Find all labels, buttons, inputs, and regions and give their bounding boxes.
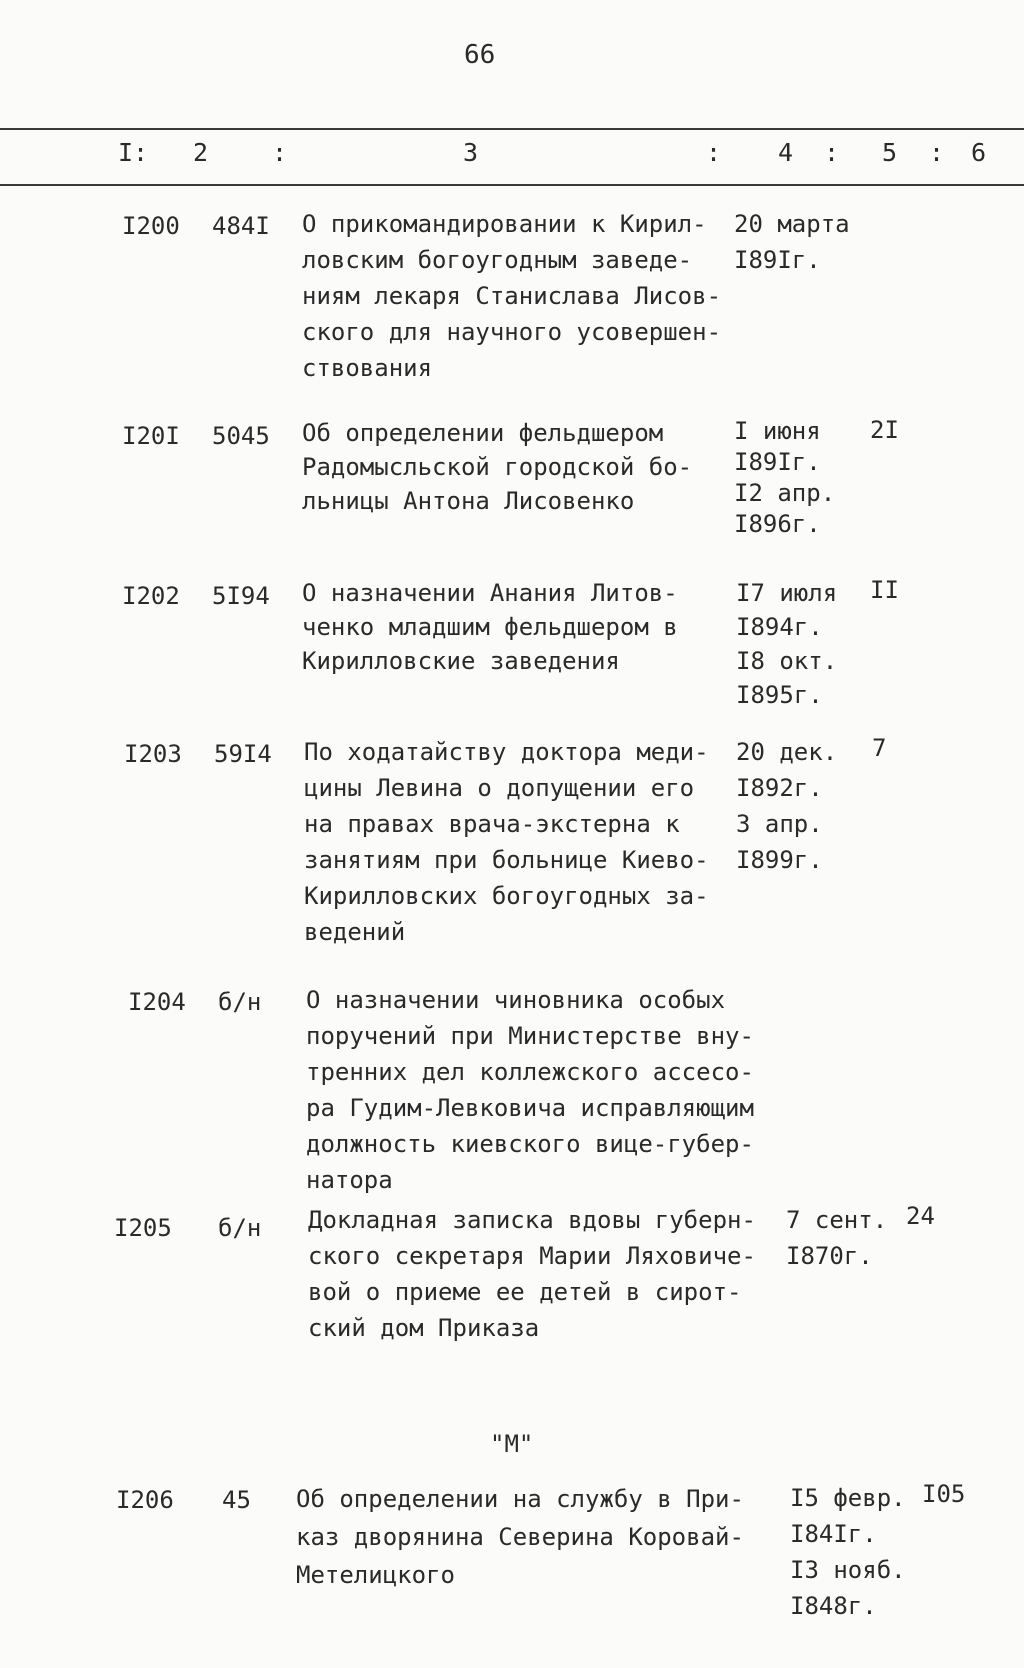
- entry-sheet-count: 7: [872, 734, 887, 762]
- entry-dates: I7 июля I894г. I8 окт. I895г.: [736, 579, 838, 709]
- entry-sheet-count: I05: [922, 1480, 966, 1508]
- entry-number: I206: [116, 1486, 174, 1514]
- page-number: 66: [464, 40, 496, 70]
- entry-number: I204: [128, 988, 186, 1016]
- section-heading: "М": [490, 1430, 534, 1458]
- header-sep2: :: [706, 138, 722, 167]
- entry-dates: 20 дек. I892г. 3 апр. I899г.: [736, 738, 838, 874]
- header-sep3: :: [824, 138, 840, 167]
- entry-title: О назначении чиновника особых поручений при Министерстве вну- тренних дел коллежского ассесо- ра Гудим-Левковича исправляющим должность киевского вице-губер- натора: [306, 986, 754, 1194]
- entry-reference: 5I94: [212, 582, 270, 610]
- header-col1: I:: [118, 138, 149, 167]
- entry-sheet-count: II: [870, 576, 899, 604]
- header-rule-top: [0, 128, 1024, 130]
- entry-reference: б/н: [218, 1214, 262, 1242]
- header-sep4: :: [929, 138, 945, 167]
- header-col2: 2: [193, 138, 209, 167]
- entry-reference: 59I4: [214, 740, 272, 768]
- entry-reference: б/н: [218, 988, 262, 1016]
- entry-dates: 20 марта I89Iг.: [734, 210, 850, 274]
- header-col6: 6: [971, 138, 987, 167]
- header-col3: 3: [463, 138, 479, 167]
- entry-number: I202: [122, 582, 180, 610]
- header-rule-bottom: [0, 184, 1024, 186]
- entry-number: I203: [124, 740, 182, 768]
- entry-number: I20I: [122, 422, 180, 450]
- entry-title: О прикомандировании к Кирил- ловским богоугодным заведе- ниям лекаря Станислава Лисов- ского для научного усовершен- ствования: [302, 210, 722, 382]
- entry-reference: 484I: [212, 212, 270, 240]
- entry-title: О назначении Анания Литов- ченко младшим фельдшером в Кирилловские заведения: [302, 579, 678, 675]
- entry-sheet-count: 2I: [870, 416, 899, 444]
- entry-title: Докладная записка вдовы губерн- ского секретаря Марии Ляховиче- вой о приеме ее детей в сирот- ский дом Приказа: [308, 1206, 756, 1342]
- entry-reference: 5045: [212, 422, 270, 450]
- entry-sheet-count: 24: [906, 1202, 935, 1230]
- entry-title: По ходатайству доктора меди- цины Левина о допущении его на правах врача-экстерна к занятиям при больнице Киево- Кирилловских богоугодных за- ведений: [304, 738, 709, 946]
- header-col5: 5: [882, 138, 898, 167]
- entry-dates: I5 февр. I84Iг. I3 нояб. I848г.: [790, 1484, 906, 1620]
- entry-dates: 7 сент. I870г.: [786, 1206, 888, 1270]
- entry-number: I200: [122, 212, 180, 240]
- entry-dates: I июня I89Iг. I2 апр. I896г.: [734, 417, 836, 538]
- entry-reference: 45: [222, 1486, 251, 1514]
- entry-title: Об определении фельдшером Радомысльской городской бо- льницы Антона Лисовенко: [302, 419, 693, 515]
- entry-number: I205: [114, 1214, 172, 1242]
- header-col4: 4: [778, 138, 794, 167]
- entry-title: Об определении на службу в При- каз дворянина Северина Коровай- Метелицкого: [296, 1485, 744, 1589]
- header-sep1: :: [272, 138, 288, 167]
